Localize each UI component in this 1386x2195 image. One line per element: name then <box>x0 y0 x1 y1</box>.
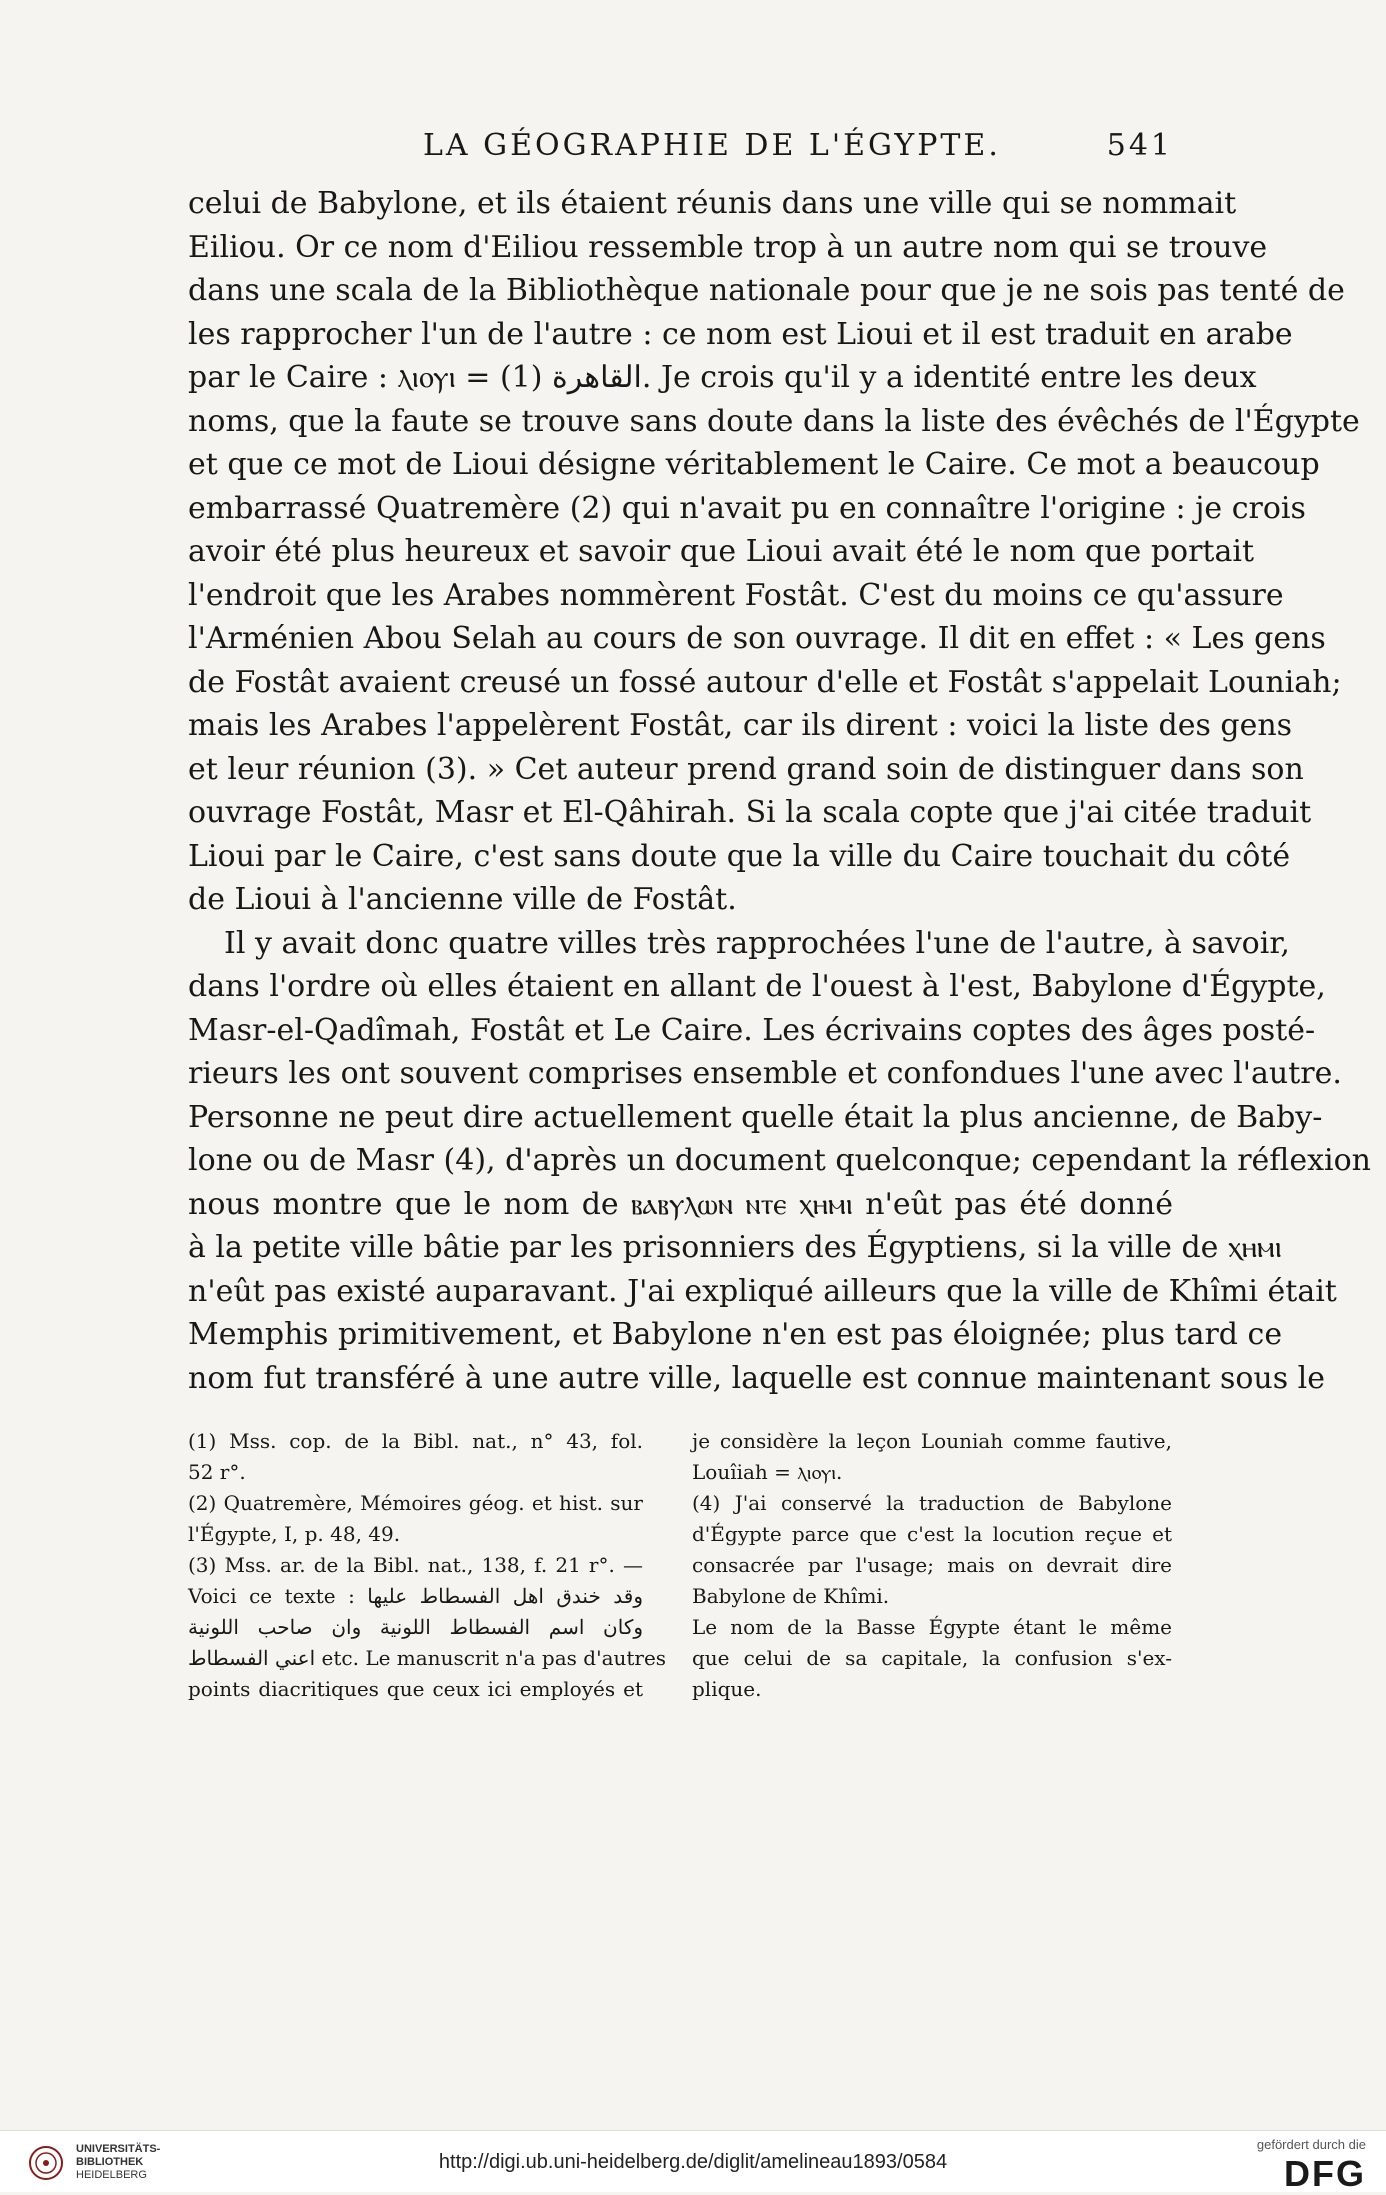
body-line: à la petite ville bâtie par les prisonniers des Égyptiens, si la ville de ⲭⲏⲙⲓ <box>188 1230 1282 1265</box>
footnote-line: d'Égypte parce que c'est la locution reçue et <box>692 1522 1172 1546</box>
body-line: Memphis primitivement, et Babylone n'en est pas éloignée; plus tard ce <box>188 1317 1283 1352</box>
footnote-line: Louîiah = ⲗⲓⲟⲩⲓ. <box>692 1460 843 1484</box>
viewer-footer <box>0 2130 1386 2192</box>
body-line: dans une scala de la Bibliothèque nationale pour que je ne sois pas tenté de <box>188 273 1345 308</box>
body-line: nom fut transféré à une autre ville, laquelle est connue maintenant sous le <box>188 1360 1326 1396</box>
body-line: l'endroit que les Arabes nommèrent Fostât. C'est du moins ce qu'assure <box>188 577 1284 613</box>
body-line: nous montre que le nom de ⲃⲁⲃⲩⲗⲱⲛ ⲛⲧⲉ ⲭⲏⲙⲓ n'eût pas été donné <box>188 1186 1173 1222</box>
footnote-line: Le nom de la Basse Égypte étant le même <box>692 1615 1172 1639</box>
body-line: mais les Arabes l'appelèrent Fostât, car ils dirent : voici la liste des gens <box>188 708 1293 743</box>
body-line: les rapprocher l'un de l'autre : ce nom est Lioui et il est traduit en arabe <box>188 316 1293 352</box>
body-line: Lioui par le Caire, c'est sans doute que la ville du Caire touchait du côté <box>188 838 1291 874</box>
footnote-line: je considère la leçon Louniah comme fautive, <box>692 1429 1172 1453</box>
funding-note: gefördert durch die <box>1256 2137 1366 2152</box>
footnote-line: وكان اسم الفسطاط اللونية وان صاحب اللونية <box>188 1615 643 1639</box>
footnote-line: (2) Quatremère, Mémoires géog. et hist. sur <box>188 1491 643 1515</box>
body-line: Masr-el-Qadîmah, Fostât et Le Caire. Les écrivains coptes des âges posté- <box>188 1012 1316 1048</box>
footnote-line: consacrée par l'usage; mais on devrait dire <box>692 1553 1172 1577</box>
body-line: et leur réunion (3). » Cet auteur prend grand soin de distinguer dans son <box>188 751 1304 787</box>
body-line: l'Arménien Abou Selah au cours de son ouvrage. Il dit en effet : « Les gens <box>188 621 1326 656</box>
institution-name-line: BIBLIOTHEK <box>76 2156 144 2168</box>
footnotes-right-column <box>692 1426 1172 1705</box>
institution-name-line: HEIDELBERG <box>76 2169 147 2181</box>
footnote-line: (3) Mss. ar. de la Bibl. nat., 138, f. 21 r°. — <box>188 1553 643 1577</box>
footnote-line: 52 r°. <box>188 1460 246 1484</box>
body-line: ouvrage Fostât, Masr et El-Qâhirah. Si la scala copte que j'ai citée traduit <box>188 795 1312 830</box>
body-line: n'eût pas existé auparavant. J'ai expliqué ailleurs que la ville de Khîmi était <box>188 1273 1337 1309</box>
body-line: rieurs les ont souvent comprises ensemble et confondues l'une avec l'autre. <box>188 1056 1342 1091</box>
body-line: Personne ne peut dire actuellement quelle était la plus ancienne, de Baby- <box>188 1099 1323 1135</box>
permalink-url[interactable]: http://digi.ub.uni-heidelberg.de/diglit/amelineau1893/0584 <box>438 2151 948 2173</box>
footnote-line: (4) J'ai conservé la traduction de Babylone <box>692 1491 1172 1515</box>
body-line: avoir été plus heureux et savoir que Lioui avait été le nom que portait <box>188 534 1255 569</box>
body-line: de Fostât avaient creusé un fossé autour d'elle et Fostât s'appelait Louniah; <box>188 664 1342 700</box>
body-line: noms, que la faute se trouve sans doute dans la liste des évêchés de l'Égypte <box>188 403 1360 439</box>
running-title: LA GÉOGRAPHIE DE L'ÉGYPTE. <box>423 128 1001 163</box>
footnote-line: (1) Mss. cop. de la Bibl. nat., n° 43, fol. <box>188 1429 643 1453</box>
body-line: embarrassé Quatremère (2) qui n'avait pu en connaître l'origine : je crois <box>188 490 1306 526</box>
footnote-line: l'Égypte, I, p. 48, 49. <box>188 1522 401 1546</box>
body-line: celui de Babylone, et ils étaient réunis dans une ville qui se nommait <box>188 186 1237 221</box>
footnotes-left-column <box>188 1426 667 1705</box>
institution-name-line: UNIVERSITÄTS- <box>76 2143 161 2155</box>
body-line: lone ou de Masr (4), d'après un document quelconque; cependant la réflexion <box>188 1143 1371 1178</box>
body-line: Il y avait donc quatre villes très rapprochées l'une de l'autre, à savoir, <box>224 925 1290 961</box>
footnote-line: Babylone de Khîmi. <box>692 1584 890 1608</box>
dfg-logo: DFG <box>1284 2153 1366 2194</box>
body-line: Eiliou. Or ce nom d'Eiliou ressemble trop à un autre nom qui se trouve <box>188 229 1268 265</box>
footnote-line: que celui de sa capitale, la confusion s'ex- <box>692 1646 1172 1670</box>
body-text <box>188 182 1371 1400</box>
footnote-line: points diacritiques que ceux ici employés et <box>188 1677 643 1701</box>
page-number: 541 <box>1106 128 1173 163</box>
footnote-line: plique. <box>692 1677 762 1701</box>
body-line: et que ce mot de Lioui désigne véritablement le Caire. Ce mot a beaucoup <box>188 447 1320 482</box>
body-line: par le Caire : ⲗⲓⲟⲩⲓ = القاهرة (1). Je crois qu'il y a identité entre les deux <box>188 360 1257 395</box>
body-line: dans l'ordre où elles étaient en allant de l'ouest à l'est, Babylone d'Égypte, <box>188 969 1326 1004</box>
footnote-line: اعني الفسطاط etc. Le manuscrit n'a pas d'autres <box>188 1646 667 1670</box>
page-header <box>188 128 1173 168</box>
footnote-line: Voici ce texte : وقد خندق اهل الفسطاط عليها <box>188 1584 643 1608</box>
body-line: de Lioui à l'ancienne ville de Fostât. <box>188 882 737 917</box>
